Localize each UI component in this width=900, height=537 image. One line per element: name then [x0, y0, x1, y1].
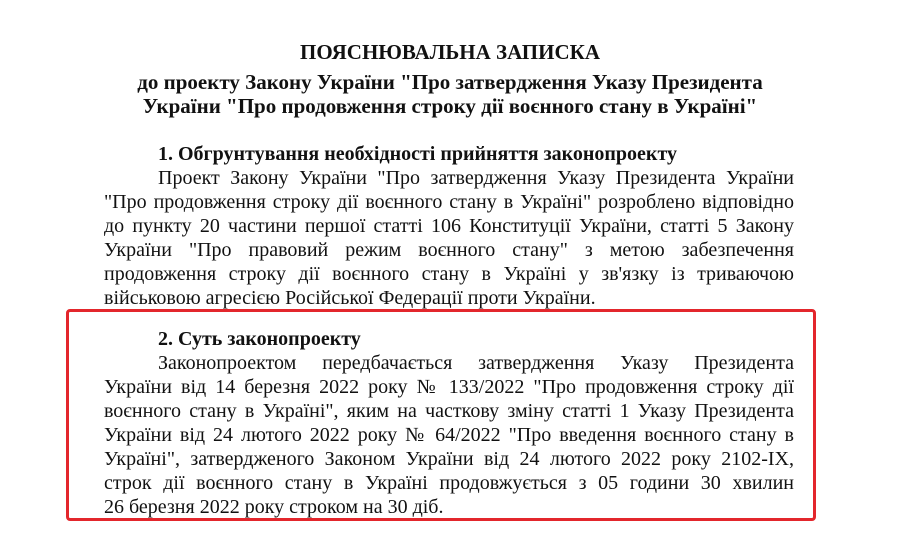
- section-2-line-4: України від 24 лютого 2022 року № 64/2022 "Про введення воєнного стану в: [104, 424, 794, 446]
- section-2-line-2: України від 14 березня 2022 року № 133/2022 "Про продовження строку дії: [104, 376, 794, 398]
- section-2-line-3: воєнного стану в Україні", яким на часткову зміну статті 1 Указу Президента: [104, 400, 794, 422]
- document-title: ПОЯСНЮВАЛЬНА ЗАПИСКА: [299, 40, 601, 64]
- section-2-line-6: строк дії воєнного стану в Україні продовжується з 05 години 30 хвилин: [104, 472, 794, 494]
- section-1-line-5: продовження строку дії воєнного стану в Україні у зв'язку із триваючою: [104, 263, 794, 285]
- section-1-line-6: військовою агресією Російської Федерації проти України.: [104, 287, 596, 309]
- document-subtitle-line-1: до проекту Закону України "Про затвердження Указу Президента: [137, 70, 763, 94]
- section-1-line-4: України "Про правовий режим воєнного стану" з метою забезпечення: [104, 239, 794, 261]
- section-2-line-5: Україні", затвердженого Законом України від 24 лютого 2022 року 2102-IX,: [104, 448, 794, 470]
- section-2-heading: 2. Суть законопроекту: [158, 328, 361, 350]
- section-2-line-1: Законопроектом передбачається затвердження Указу Президента: [158, 352, 794, 374]
- section-1-heading: 1. Обгрунтування необхідності прийняття законопроекту: [158, 143, 678, 165]
- document-subtitle-line-2: України "Про продовження строку дії воєнного стану в Україні": [142, 94, 758, 118]
- section-1-line-2: "Про продовження строку дії воєнного стану в Україні" розроблено відповідно: [104, 191, 794, 213]
- section-2-line-7: 26 березня 2022 року строком на 30 діб.: [104, 496, 444, 518]
- section-1-line-3: до пункту 20 частини першої статті 106 Конституції України, статті 5 Закону: [104, 215, 794, 237]
- section-1-line-1: Проект Закону України "Про затвердження Указу Президента України: [158, 167, 794, 189]
